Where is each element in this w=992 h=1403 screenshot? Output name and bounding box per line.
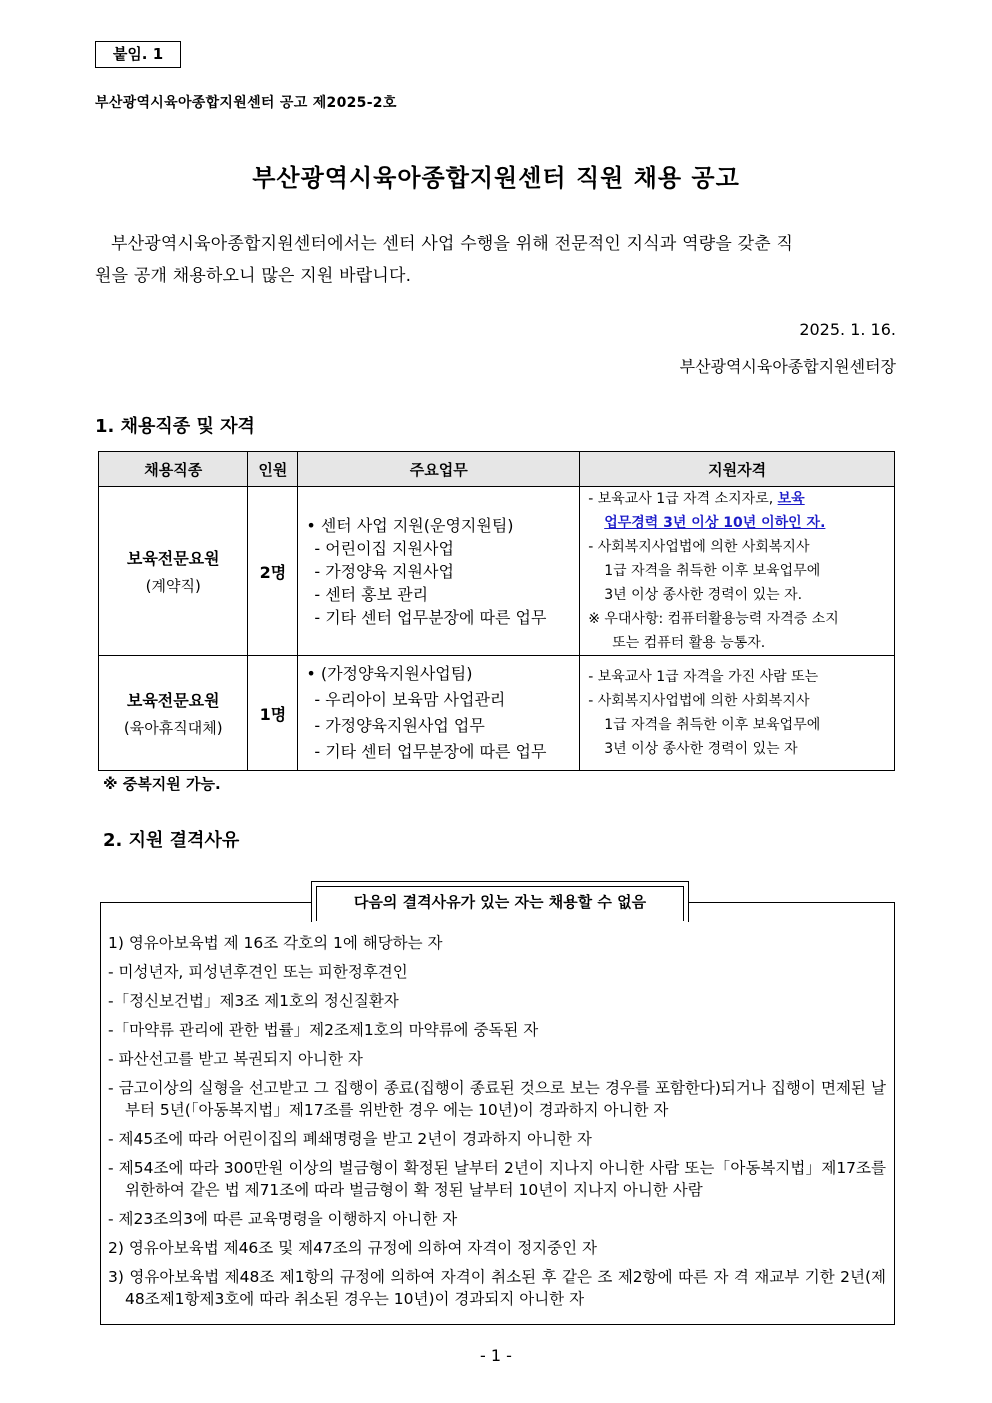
duty-item: - 센터 홍보 관리 [314, 584, 429, 604]
duty-item: - 기타 센터 업무분장에 따른 업무 [314, 607, 547, 627]
notice-date: 2025. 1. 16. [799, 320, 896, 339]
duty-item: - 기타 센터 업무분장에 따른 업무 [314, 742, 547, 761]
qual-highlight: 업무경력 3년 이상 10년 이하인 자. [604, 515, 826, 531]
headcount-cell: 1명 [248, 656, 298, 771]
list-item: -「정신보건법」제3조 제1호의 정신질환자 [108, 992, 399, 1010]
page-title: 부산광역시육아종합지원센터 직원 채용 공고 [252, 164, 740, 192]
duty-item: • (가정양육지원사업팀) [306, 664, 473, 683]
list-item: - 제23조의3에 따른 교육명령을 이행하지 아니한 자 [108, 1210, 458, 1228]
duplicate-application-note: ※ 중복지원 가능. [103, 775, 221, 793]
role-name: 보육전문요원 [126, 549, 220, 568]
list-item: - 금고이상의 실형을 선고받고 그 집행이 종료(집행이 종료된 것으로 보는 경우를 포함한다)되거나 집행이 면제된 날부터 5년(「아동복지법」제17조를 위반한 경우 에는 10년)이 경과하지 아니한 자 [108, 1079, 886, 1119]
list-item: 3) 영유아보육법 제48조 제1항의 규정에 의하여 자격이 취소된 후 같은 조 제2항에 따른 자 격 재교부 기한 2년(제48조제1항제3호에 따라 취소된 경우는 10년)이 경과되지 아니한 자 [108, 1268, 886, 1308]
intro-paragraph [95, 228, 897, 292]
section1-heading: 1. 채용직종 및 자격 [95, 416, 255, 437]
page-number: - 1 - [480, 1346, 512, 1365]
qual-text: - 보육교사 1급 자격 소지자로, [588, 491, 778, 507]
notice-number: 부산광역시육아종합지원센터 공고 제2025-2호 [95, 95, 397, 111]
qual-item: - 사회복지사업법에 의한 사회복지사 [588, 539, 810, 555]
duty-item: • 센터 사업 지원(운영지원팀) [306, 515, 514, 535]
list-item: - 제45조에 따라 어린이집의 폐쇄명령을 받고 2년이 경과하지 아니한 자 [108, 1130, 592, 1148]
intro-line-1: 부산광역시육아종합지원센터에서는 센터 사업 수행을 위해 전문적인 지식과 역량을 갖춘 직 [111, 234, 794, 254]
qual-item: 3년 이상 종사한 경력이 있는 자. [604, 587, 803, 603]
list-item: -「마약류 관리에 관한 법률」제2조제1호의 마약류에 중독된 자 [108, 1021, 539, 1039]
attachment-label: 붙임. 1 [95, 41, 181, 68]
qualifications-cell [580, 487, 895, 656]
duties-cell [298, 487, 580, 656]
section2-heading: 2. 지원 결격사유 [103, 830, 240, 851]
table-row [99, 487, 895, 656]
qual-item [588, 511, 890, 535]
role-type: (계약직) [145, 577, 201, 595]
qual-item: - 사회복지사업법에 의한 사회복지사 [588, 693, 810, 709]
list-item: - 미성년자, 피성년후견인 또는 피한정후견인 [108, 963, 408, 981]
list-item: - 제54조에 따라 300만원 이상의 벌금형이 확정된 날부터 2년이 지나지 아니한 사람 또는「아동복지법」제17조를 위한하여 같은 법 제71조에 따라 벌금형이 확 정된 날부터 10년이 지나지 아니한 사람 [108, 1159, 886, 1199]
headcount-cell: 2명 [248, 487, 298, 656]
role-name: 보육전문요원 [126, 691, 220, 710]
signer: 부산광역시육아종합지원센터장 [679, 357, 896, 376]
role-cell [99, 487, 248, 656]
list-item: 1) 영유아보육법 제 16조 각호의 1에 해당하는 자 [108, 934, 443, 952]
duty-item: - 우리아이 보육맘 사업관리 [314, 690, 506, 709]
qualifications-cell [580, 656, 895, 771]
recruitment-table [98, 451, 895, 771]
role-cell [99, 656, 248, 771]
qual-item: ※ 우대사항: 컴퓨터활용능력 자격증 소지 [588, 611, 839, 627]
qual-item: - 보육교사 1급 자격을 가진 사람 또는 [588, 669, 819, 685]
header-headcount: 인원 [248, 452, 298, 487]
header-job-type: 채용직종 [99, 452, 248, 487]
duty-item: - 가정양육 지원사업 [314, 561, 454, 581]
intro-line-2: 원을 공개 채용하오니 많은 지원 바랍니다. [95, 266, 412, 286]
qual-highlight: 보육 [777, 491, 805, 507]
role-type: (육아휴직대체) [123, 719, 223, 737]
qual-item: 또는 컴퓨터 활용 능통자. [612, 635, 766, 651]
qual-item [588, 487, 890, 511]
qual-item: 1급 자격을 취득한 이후 보육업무에 [604, 563, 821, 579]
header-duties: 주요업무 [298, 452, 580, 487]
qual-item: 1급 자격을 취득한 이후 보육업무에 [604, 717, 821, 733]
disqualification-box-title: 다음의 결격사유가 있는 자는 채용할 수 없음 [311, 881, 689, 922]
table-row [99, 656, 895, 771]
header-qualifications: 지원자격 [580, 452, 895, 487]
duties-cell [298, 656, 580, 771]
duty-item: - 어린이집 지원사업 [314, 538, 454, 558]
qual-item: 3년 이상 종사한 경력이 있는 자 [604, 741, 798, 757]
duty-item: - 가정양육지원사업 업무 [314, 716, 485, 735]
disqualification-list [108, 932, 886, 1317]
table-header-row [99, 452, 895, 487]
list-item: - 파산선고를 받고 복권되지 아니한 자 [108, 1050, 363, 1068]
list-item: 2) 영유아보육법 제46조 및 제47조의 규정에 의하여 자격이 정지중인 자 [108, 1239, 597, 1257]
